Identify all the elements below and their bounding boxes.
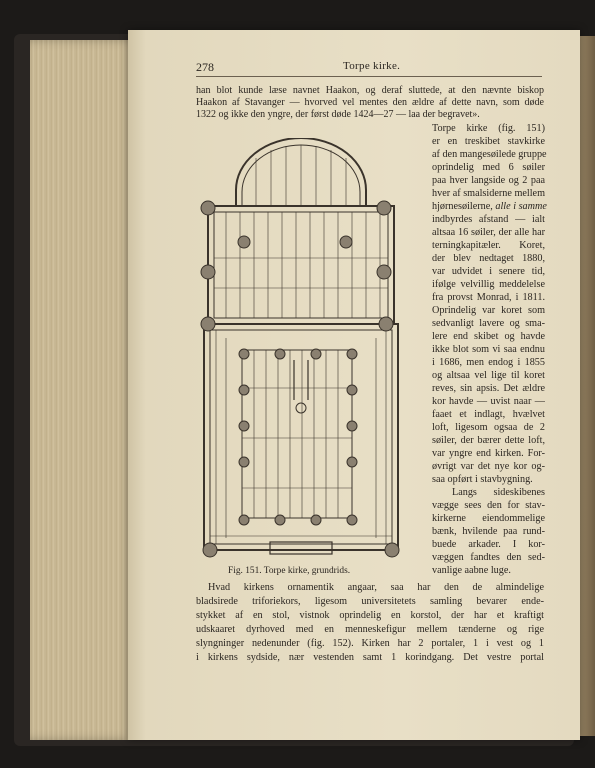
column-line: faaet et indlagt, hvælvet <box>432 409 545 420</box>
intro-line: 1322 og ikke den yngre, der først døde 1424—27 — laa der begravet». <box>196 109 480 120</box>
column-line: Langs sideskibenes <box>452 487 545 498</box>
column-line: hver af smalsiderne mellem <box>432 188 545 199</box>
column-line: kirkerne eiendommelige <box>432 513 545 524</box>
page-number: 278 <box>196 60 214 74</box>
column-line: oprindelig med 6 søiler <box>432 162 545 173</box>
column-line: er en treskibet stavkirke <box>432 136 545 147</box>
figure-caption: Fig. 151. Torpe kirke, grundrids. <box>228 566 351 576</box>
column-line: ikke blot som vi saa endnu <box>432 344 545 355</box>
body-line: slyngninger nedenunder (fig. 152). Kirken har 2 portaler, 1 i vest og 1 <box>196 638 544 649</box>
intro-line: Haakon af Stavanger — hvorved vel mentes den ældre af dette navn, som døde <box>196 97 544 108</box>
column-line: altsaa 16 søiler, der alle har <box>432 227 545 238</box>
intro-line: han blot kunde læse navnet Haakon, og deraf sluttede, at den nævnte biskop <box>196 85 544 96</box>
column-line: Torpe kirke (fig. 151) <box>432 123 545 134</box>
column-line: vægge sees den for stav- <box>432 500 545 511</box>
column-line: og altsaa vel lige til koret <box>432 370 545 381</box>
column-line: bænk, hvilende paa rund- <box>432 526 545 537</box>
column-line: paa hver langside og 2 paa <box>432 175 545 186</box>
column-line-text: hjørnesøilerne, <box>432 201 493 212</box>
column-line: ifølge velvillig meddelelse <box>432 279 545 290</box>
column-line: buede arkader. I kor- <box>432 539 545 550</box>
column-line: søiler, der bærer dette loft, <box>432 435 545 446</box>
facing-page-edge <box>578 36 595 736</box>
column-line: væggen fandtes den sed- <box>432 552 545 563</box>
column-line: reves, sin apsis. Det ældre <box>432 383 545 394</box>
body-line: stykket af en stol, vistnok oprindelig en korstol, der har et kraftigt <box>196 610 544 621</box>
column-line: kor havde — uvist naar — <box>432 396 545 407</box>
body-line: i kirkens sydside, nær vestenden samt 1 korindgang. Det vestre portal <box>196 652 544 663</box>
column-line: loft, ligesom ogsaa de 2 <box>432 422 545 433</box>
column-line: indbyrdes afstand — ialt <box>432 214 545 225</box>
body-line: bladsirede triforiekors, ligesom universitetets samling bevarer ende- <box>196 596 544 607</box>
column-line: vanlige aabne luge. <box>432 565 511 576</box>
italic-phrase: alle i samme <box>495 201 547 212</box>
column-line: var udvidet i senere tid, <box>432 266 545 277</box>
column-line: lere end skibet og havde <box>432 331 545 342</box>
column-line: i 1686, men endog i 1855 <box>432 357 545 368</box>
column-line: var yngre end kirken. For- <box>432 448 545 459</box>
column-line: øvrigt var det nye kor og- <box>432 461 545 472</box>
column-line: saa opført i stavbygning. <box>432 474 533 485</box>
column-line: Oprindelig var koret som <box>432 305 545 316</box>
column-line: der blev nedtaget 1880, <box>432 253 545 264</box>
column-line-with-italic <box>432 201 545 213</box>
column-line: sedvanligt lavere og sma- <box>432 318 545 329</box>
running-title: Torpe kirke. <box>343 60 401 72</box>
floor-plan-figure <box>196 138 406 562</box>
body-line: udskaaret dyrhoved med en menneskefigur mellem tænderne og rige <box>196 624 544 635</box>
header-rule <box>196 76 542 77</box>
page-edges <box>30 40 138 740</box>
column-line: af den mangesøilede gruppe <box>432 149 547 160</box>
column-line: terningkapitæler. Koret, <box>432 240 545 251</box>
body-line: Hvad kirkens ornamentik angaar, saa har den de almindelige <box>208 582 544 593</box>
column-line: fra provst Monrad, i 1811. <box>432 292 545 303</box>
